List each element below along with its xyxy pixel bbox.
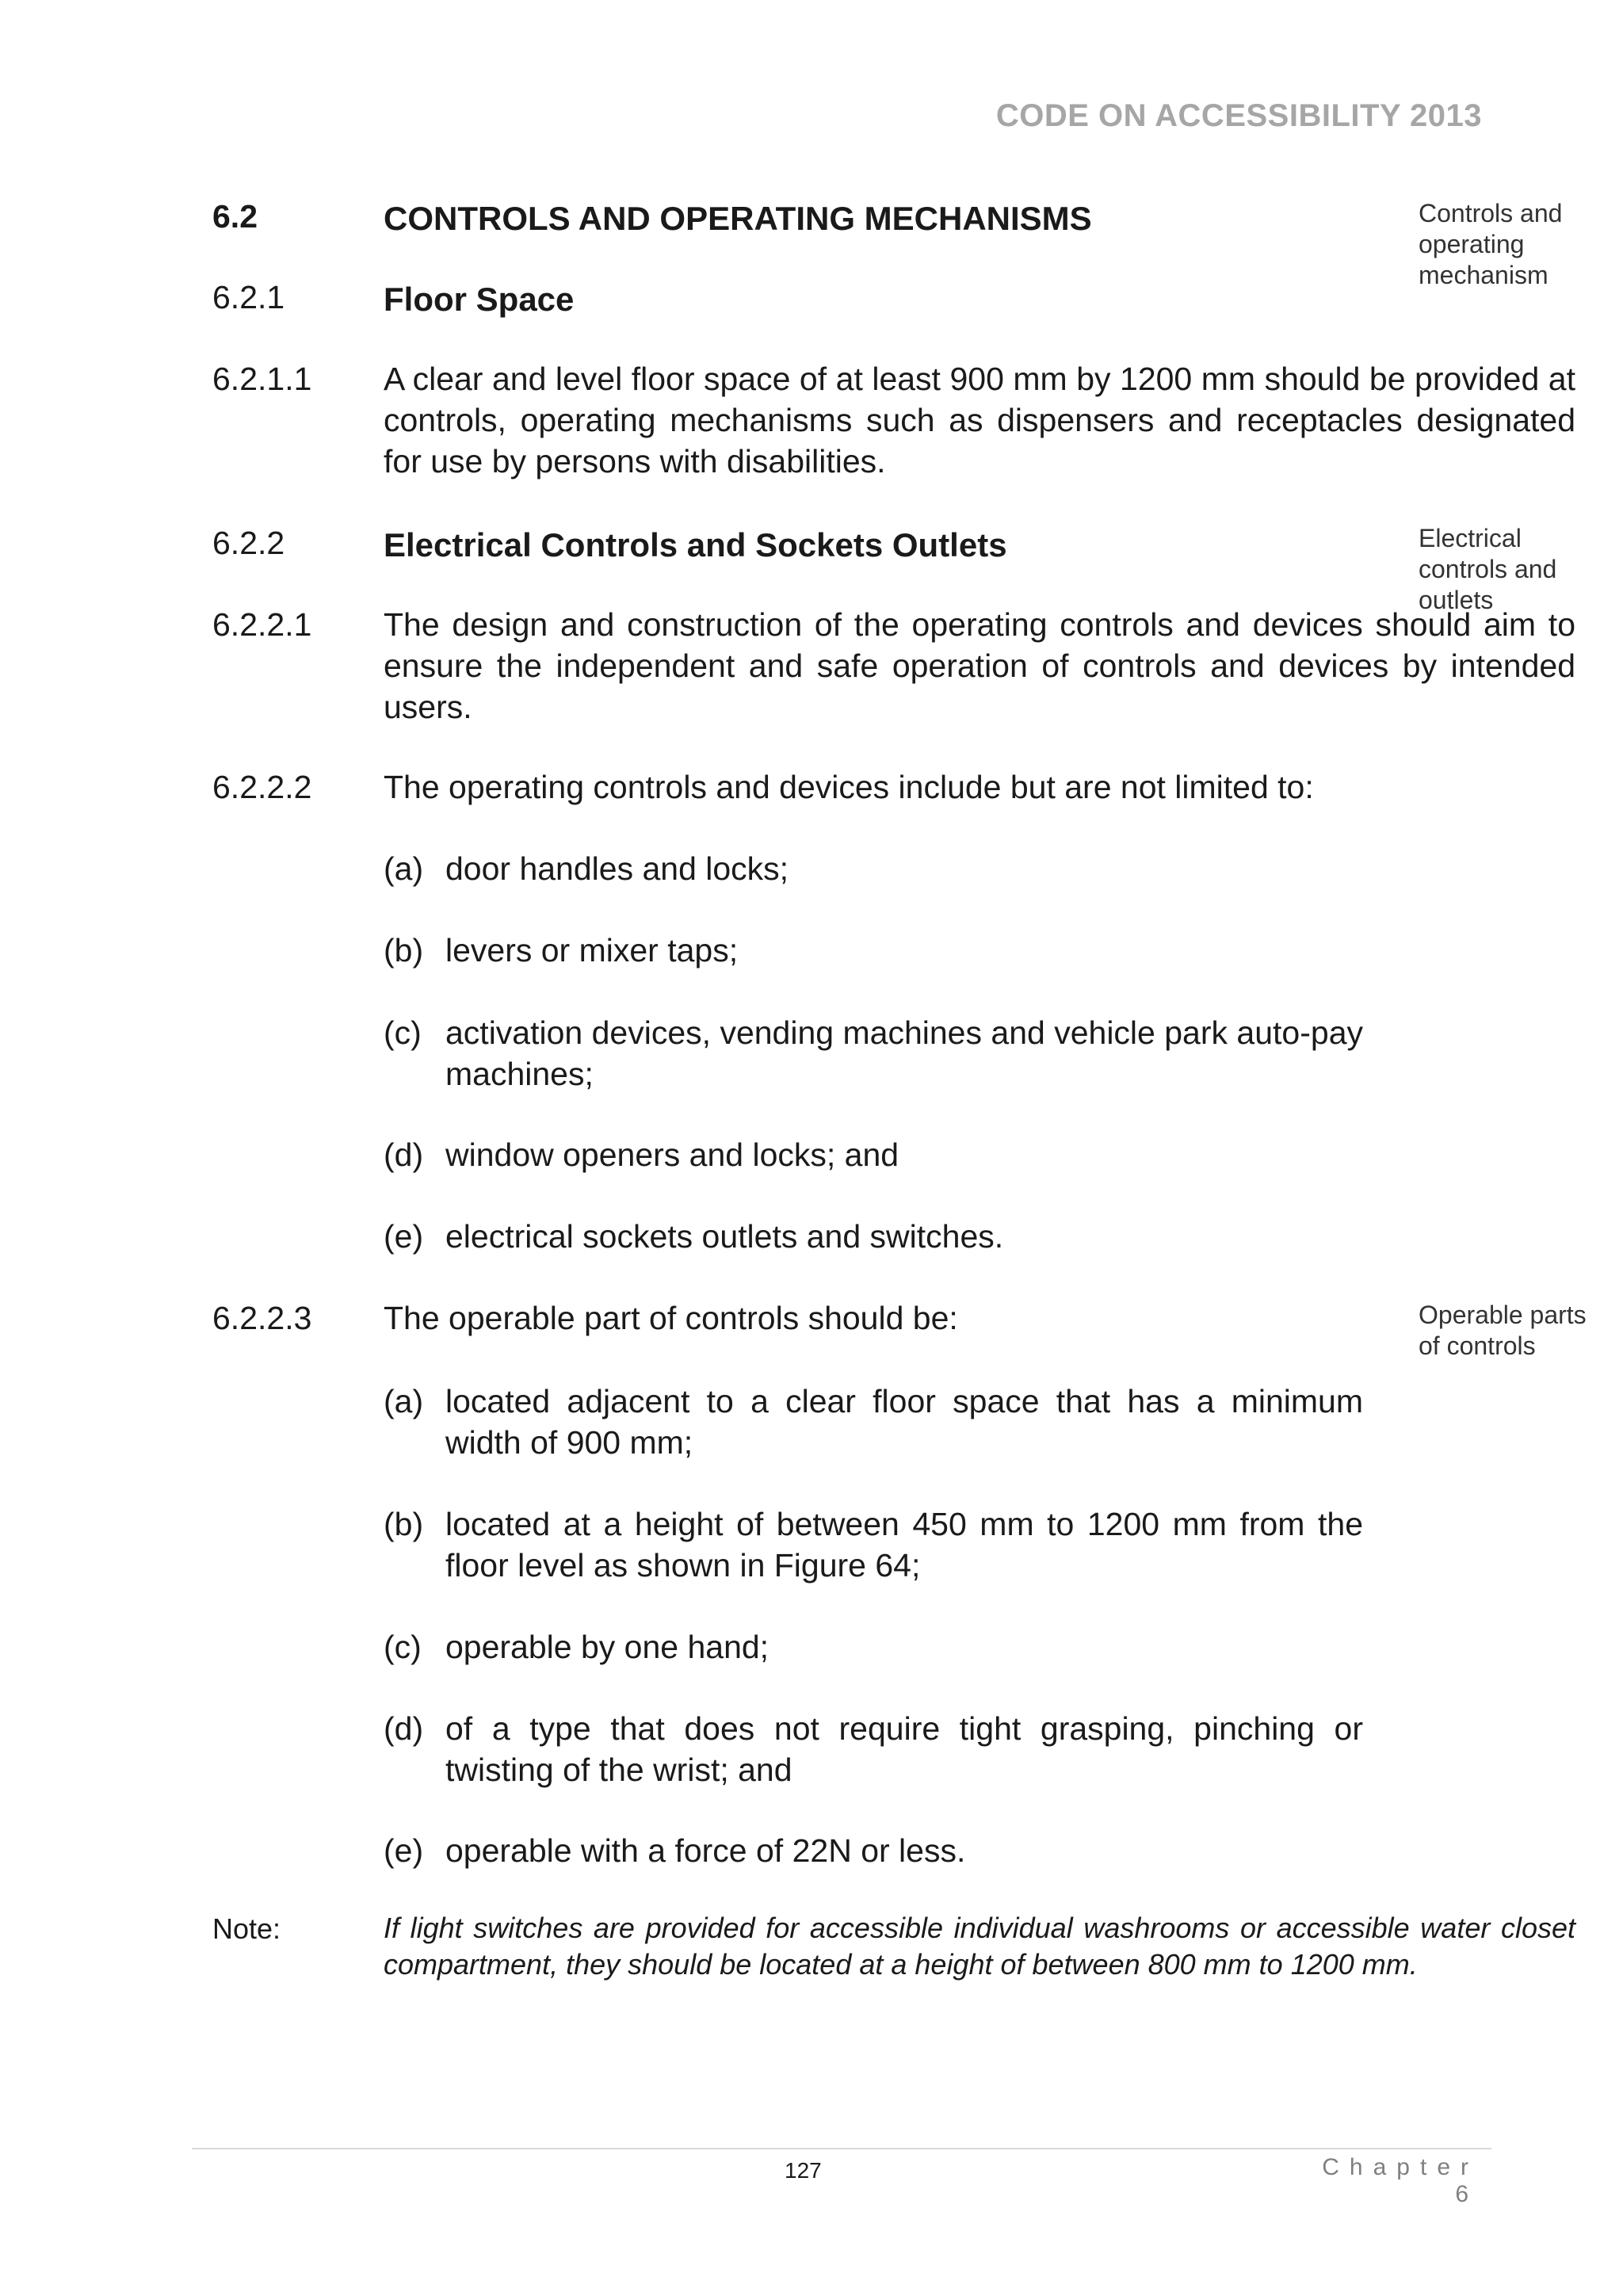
chapter-label: Chapter 6: [1322, 2154, 1479, 2207]
document-header: CODE ON ACCESSIBILITY 2013: [995, 98, 1482, 133]
list-item-label: (e): [384, 1832, 424, 1869]
clause-text: A clear and level floor space of at least 900 mm by 1200 mm should be provided at controls, operating mechanisms such as dispensers and receptacles designated for use by persons with disabilities.: [384, 361, 1575, 479]
clause-number: 6.2.2.3: [212, 1300, 312, 1336]
section-title: Electrical Controls and Sockets Outlets: [384, 526, 1007, 563]
note-text: If light switches are provided for accessible individual washrooms or accessible water closet compartment, they should be located at a height of between 800 mm to 1200 mm.: [384, 1912, 1575, 1981]
list-item-label: (d): [384, 1710, 424, 1747]
list-item-text: operable with a force of 22N or less.: [445, 1832, 966, 1869]
list-item-label: (c): [384, 1629, 422, 1665]
list-item-text: electrical sockets outlets and switches.: [445, 1218, 1004, 1255]
clause-text: The operating controls and devices include but are not limited to:: [384, 769, 1314, 805]
clause-number: 6.2.2.1: [212, 606, 312, 643]
list-item-text: levers or mixer taps;: [445, 932, 739, 968]
list-item-text: located at a height of between 450 mm to 1200 mm from the floor level as shown in Figure 64;: [445, 1506, 1363, 1584]
list-item-label: (b): [384, 1506, 424, 1542]
clause-number: 6.2.2.2: [212, 769, 312, 805]
list-item-text: located adjacent to a clear floor space that has a minimum width of 900 mm;: [445, 1383, 1363, 1461]
margin-note-electrical: Electrical controls and outlets: [1419, 524, 1557, 614]
list-item-text: operable by one hand;: [445, 1629, 769, 1665]
list-item-label: (b): [384, 932, 424, 968]
list-item-text: window openers and locks; and: [445, 1137, 899, 1173]
clause-number: 6.2.1.1: [212, 361, 312, 397]
list-item-text: of a type that does not require tight grasping, pinching or twisting of the wrist; and: [445, 1710, 1363, 1788]
note-label: Note:: [212, 1912, 281, 1945]
margin-note-controls: Controls and operating mechanism: [1419, 199, 1563, 289]
margin-note-operable: Operable parts of controls: [1419, 1301, 1587, 1360]
section-title: Floor Space: [384, 281, 575, 318]
list-item-text: door handles and locks;: [445, 850, 789, 887]
list-item-label: (a): [384, 850, 424, 887]
clause-text: The operable part of controls should be:: [384, 1300, 958, 1336]
list-item-label: (d): [384, 1137, 424, 1173]
list-item-label: (a): [384, 1383, 424, 1419]
section-number: 6.2.1: [212, 279, 285, 315]
clause-text: The design and construction of the operating controls and devices should aim to ensure the independent and safe operation of controls and devices by intended users.: [384, 606, 1575, 725]
page-number: 127: [785, 2158, 822, 2183]
section-number: 6.2.2: [212, 525, 285, 561]
footer-divider: [192, 2148, 1491, 2149]
section-number: 6.2: [212, 198, 258, 235]
list-item-label: (e): [384, 1218, 424, 1255]
section-title: CONTROLS AND OPERATING MECHANISMS: [384, 200, 1092, 237]
list-item-label: (c): [384, 1014, 422, 1051]
list-item-text: activation devices, vending machines and vehicle park auto-pay machines;: [445, 1014, 1363, 1092]
